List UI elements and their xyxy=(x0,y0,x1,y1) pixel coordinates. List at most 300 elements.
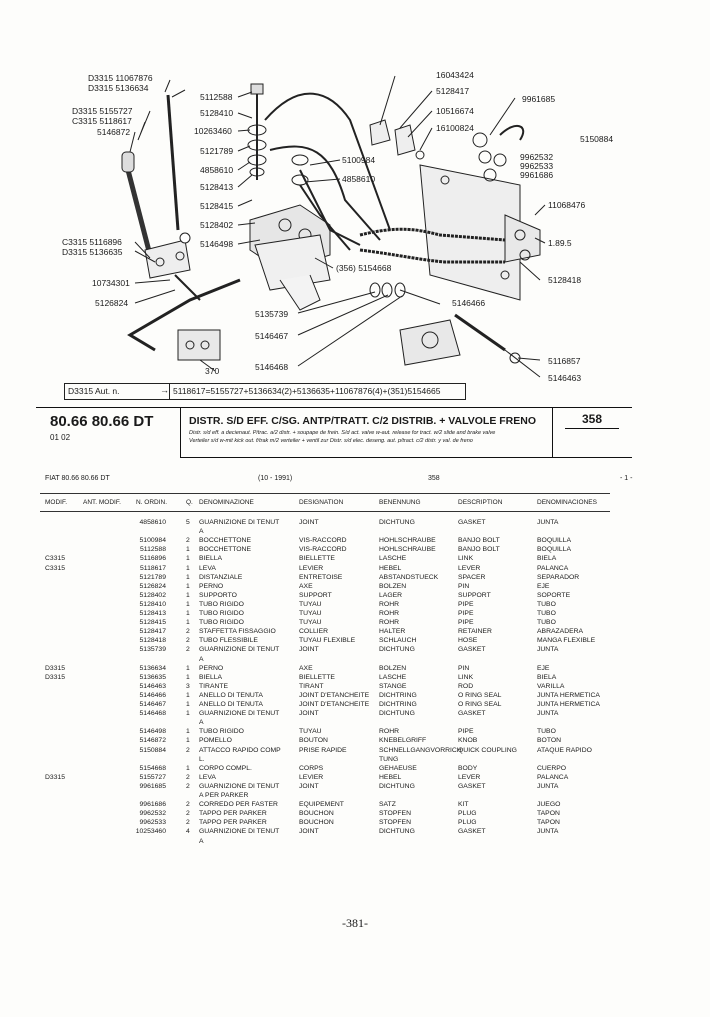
row-it: DISTANZIALE xyxy=(199,573,243,581)
row-en: BODY xyxy=(458,764,478,772)
row-qty: 1 xyxy=(186,619,190,627)
col-header-en: DESCRIPTION xyxy=(458,499,503,506)
row-it: A xyxy=(199,528,204,536)
row-fr: TUYAU FLEXIBLE xyxy=(299,637,356,645)
row-it: A PER PARKER xyxy=(199,792,249,799)
row-qty: 1 xyxy=(186,600,190,608)
row-ordin: 5112588 xyxy=(140,546,166,554)
row-de: DICHTRING xyxy=(379,701,417,708)
section-title: DISTR. S/D EFF. C/SG. ANTP/TRATT. C/2 DISTRIB. + VALVOLE FRENO xyxy=(189,415,537,427)
row-fr: BOUCHON xyxy=(299,819,334,827)
row-qty: 2 xyxy=(186,628,190,636)
row-it: LEVA xyxy=(199,773,216,781)
row-de: LASCHE xyxy=(379,555,407,563)
row-qty: 2 xyxy=(186,801,190,809)
row-fr: CORPS xyxy=(299,764,324,772)
row-de: LAGER xyxy=(379,591,403,599)
callout-label: 5121789 xyxy=(200,146,234,156)
row-it: GUARNIZIONE DI TENUT xyxy=(199,828,280,836)
row-it: ANELLO DI TENUTA xyxy=(199,701,263,708)
row-de: HEBEL xyxy=(379,773,402,781)
row-ordin: 5150884 xyxy=(139,746,166,754)
pin-rod xyxy=(168,95,178,230)
row-de: ROHR xyxy=(379,610,400,617)
callout-label: 5146498 xyxy=(200,239,234,249)
row-fr: BOUCHON xyxy=(299,810,334,818)
callout-label: C3315 5118617 xyxy=(72,116,132,126)
row-es: MANGA FLEXIBLE xyxy=(537,637,596,645)
row-it: TUBO RIGIDO xyxy=(199,610,244,617)
meta-date: (10 - 1991) xyxy=(258,475,293,482)
row-en: KNOB xyxy=(458,737,478,745)
row-ordin: 5118617 xyxy=(140,564,166,572)
quick-coupling xyxy=(505,215,540,262)
row-ordin: 5154668 xyxy=(139,764,166,772)
row-fr: EQUIPEMENT xyxy=(299,801,344,809)
row-qty: 1 xyxy=(186,555,190,563)
row-it: ATTACCO RAPIDO COMP xyxy=(199,746,281,754)
row-qty: 1 xyxy=(186,701,190,708)
row-de: DICHTUNG xyxy=(379,710,415,718)
row-qty: 1 xyxy=(186,610,190,617)
row-es: SOPORTE xyxy=(537,591,571,599)
row-it: A xyxy=(199,719,204,727)
row-fr: COLLIER xyxy=(299,628,329,636)
row-fr: ENTRETOISE xyxy=(299,573,343,581)
col-header-ant-modif: ANT. MODIF. xyxy=(83,499,121,506)
callout-label: 1.89.5 xyxy=(548,238,572,248)
row-en: LEVER xyxy=(458,773,481,781)
col-header-ordin: N. ORDIN. xyxy=(136,499,168,506)
row-qty: 2 xyxy=(186,773,190,781)
tie-rod xyxy=(455,315,505,350)
row-es: ABRAZADERA xyxy=(537,628,584,636)
row-es: VARILLA xyxy=(537,682,565,690)
row-qty: 2 xyxy=(186,819,190,827)
row-ordin: 9962532 xyxy=(139,810,166,818)
row-es: TAPON xyxy=(537,819,560,827)
row-qty: 2 xyxy=(186,746,190,754)
row-es: SEPARADOR xyxy=(537,573,580,581)
row-es: TUBO xyxy=(537,728,556,736)
table-rule xyxy=(40,511,610,512)
row-qty: 1 xyxy=(186,728,190,736)
row-en: KIT xyxy=(458,801,469,809)
callout-label: D3315 5136634 xyxy=(88,83,149,93)
row-it: STAFFETTA FISSAGGIO xyxy=(199,628,276,636)
row-en: PIPE xyxy=(458,600,474,608)
row-qty: 2 xyxy=(186,537,190,545)
row-es: TUBO xyxy=(537,600,556,608)
row-qty: 2 xyxy=(186,637,190,645)
row-fr: JOINT xyxy=(299,710,319,718)
row-qty: 1 xyxy=(186,691,190,699)
row-ordin: 5136635 xyxy=(139,673,166,681)
reference-box xyxy=(64,383,466,400)
callout-label: 5128402 xyxy=(200,220,234,230)
callout-label: 10263460 xyxy=(194,126,232,136)
row-ordin: 5128418 xyxy=(139,637,166,645)
callout-label: 9961686 xyxy=(520,170,554,180)
row-en: LINK xyxy=(458,555,474,563)
callout-label: 5146467 xyxy=(255,331,289,341)
row-de: DICHTRING xyxy=(379,691,417,699)
row-qty: 2 xyxy=(186,782,190,790)
row-fr: AXE xyxy=(299,664,313,672)
row-fr: VIS-RACCORD xyxy=(299,537,347,545)
row-es: CUERPO xyxy=(537,764,567,772)
row-de: SCHNELLGANGVORRICH xyxy=(379,746,462,754)
row-ordin: 4858610 xyxy=(139,519,166,526)
row-de: DICHTUNG xyxy=(379,828,415,836)
callout-label: D3315 5136635 xyxy=(62,247,123,257)
row-fr: JOINT D'ETANCHEITE xyxy=(299,691,370,699)
row-es: EJE xyxy=(537,664,550,672)
callout-label: 4858610 xyxy=(200,165,234,175)
row-de: STOPFEN xyxy=(379,810,411,818)
header-rule xyxy=(180,457,632,458)
row-it: TUBO RIGIDO xyxy=(199,728,244,736)
col-header-de: BENENNUNG xyxy=(379,499,421,506)
row-ordin: 5146468 xyxy=(139,710,166,718)
callout-label: 5126824 xyxy=(95,298,129,308)
row-fr: TUYAU xyxy=(299,610,322,617)
row-es: JUNTA xyxy=(537,828,559,836)
meta-sheet: - 1 - xyxy=(620,475,633,482)
row-de: ROHR xyxy=(379,600,400,608)
row-qty: 1 xyxy=(186,737,190,745)
row-es: JUNTA HERMETICA xyxy=(537,701,600,708)
callout-label: 5128410 xyxy=(200,108,234,118)
lever-rod xyxy=(128,170,150,255)
callout-label: 5150884 xyxy=(580,134,614,144)
row-it: TIRANTE xyxy=(199,682,229,690)
row-es: BOQUILLA xyxy=(537,546,571,554)
row-fr: JOINT xyxy=(299,519,319,526)
row-de: HOHLSCHRAUBE xyxy=(379,546,436,554)
row-en: BANJO BOLT xyxy=(458,537,500,545)
row-de: ROHR xyxy=(379,619,400,627)
row-fr: BIELLETTE xyxy=(299,673,335,681)
row-de: BOLZEN xyxy=(379,664,407,672)
row-fr: VIS-RACCORD xyxy=(299,546,347,554)
row-it: TAPPO PER PARKER xyxy=(199,810,267,818)
col-header-q: Q. xyxy=(186,499,193,506)
row-de: DICHTUNG xyxy=(379,519,415,526)
model-title: 80.66 80.66 DT xyxy=(50,413,154,430)
arrow-right-icon: → xyxy=(160,385,169,395)
row-de: GEHAEUSE xyxy=(379,764,417,772)
row-en: PLUG xyxy=(458,810,477,818)
row-qty: 1 xyxy=(186,591,190,599)
row-ordin: 5146463 xyxy=(139,682,166,690)
row-es: PALANCA xyxy=(537,564,569,572)
col-header-es: DENOMINACIONES xyxy=(537,499,597,506)
row-ordin: 5128402 xyxy=(139,591,166,599)
row-de: ROHR xyxy=(379,728,400,736)
row-en: SUPPORT xyxy=(458,591,491,599)
row-ordin: 9961686 xyxy=(139,801,166,809)
header-rule xyxy=(36,407,632,408)
row-qty: 1 xyxy=(186,664,190,672)
row-de: DICHTUNG xyxy=(379,782,415,790)
row-de: SATZ xyxy=(379,801,396,809)
callout-label: 11068476 xyxy=(548,200,586,210)
row-it: CORREDO PER FASTER xyxy=(199,801,278,809)
callout-label: 4858610 xyxy=(342,174,376,184)
meta-model: FIAT 80.66 80.66 DT xyxy=(45,475,110,482)
callout-label: (356) 5154668 xyxy=(336,263,392,273)
row-it: ANELLO DI TENUTA xyxy=(199,691,263,699)
row-fr: LEVIER xyxy=(299,564,324,572)
row-qty: 1 xyxy=(186,710,190,718)
row-it: TUBO RIGIDO xyxy=(199,600,244,608)
row-it: BIELLA xyxy=(199,555,223,563)
row-ordin: 5146466 xyxy=(139,691,166,699)
row-it: GUARNIZIONE DI TENUT xyxy=(199,710,280,718)
row-de: ABSTANDSTUECK xyxy=(379,573,439,581)
callout-label: 16100824 xyxy=(436,123,474,133)
row-fr: JOINT xyxy=(299,646,319,654)
row-modif: D3315 xyxy=(45,673,66,681)
row-de: DICHTUNG xyxy=(379,646,415,654)
row-qty: 2 xyxy=(186,646,190,654)
row-fr: TUYAU xyxy=(299,619,322,627)
row-en: O RING SEAL xyxy=(458,691,502,699)
row-modif: D3315 xyxy=(45,773,66,781)
row-ordin: 9961685 xyxy=(139,782,166,790)
header-divider xyxy=(180,407,181,457)
reference-formula: 5118617=5155727+5136634(2)+5136635+11067876(4)+(351)5154665 xyxy=(169,384,440,399)
row-en: PIN xyxy=(458,664,470,672)
row-es: JUNTA xyxy=(537,782,559,790)
col-header-fr: DESIGNATION xyxy=(299,499,344,506)
row-es: TAPON xyxy=(537,810,560,818)
row-fr: AXE xyxy=(299,582,313,590)
row-es: JUNTA xyxy=(537,646,559,654)
row-en: PIN xyxy=(458,582,470,590)
row-ordin: 5100984 xyxy=(139,537,166,545)
row-es: ATAQUE RAPIDO xyxy=(537,746,592,754)
row-qty: 1 xyxy=(186,673,190,681)
row-ordin: 5128415 xyxy=(139,619,166,627)
callout-label: 5100984 xyxy=(342,155,376,165)
callout-label: 370 xyxy=(205,366,220,376)
callout-label: 5112588 xyxy=(200,92,233,102)
row-ordin: 5155727 xyxy=(139,773,166,781)
row-de: KNEBELGRIFF xyxy=(379,737,427,745)
col-header-modif: MODIF. xyxy=(45,499,68,506)
row-it: LEVA xyxy=(199,564,216,572)
row-en: PIPE xyxy=(458,728,474,736)
row-en: ROD xyxy=(458,682,474,690)
callout-label: C3315 5116896 xyxy=(62,237,122,247)
row-es: BIELA xyxy=(537,555,557,563)
row-de: TUNG xyxy=(379,755,399,763)
row-ordin: 5126824 xyxy=(139,582,166,590)
row-de: BOLZEN xyxy=(379,582,407,590)
row-ordin: 5146467 xyxy=(139,701,166,708)
row-en: GASKET xyxy=(458,710,486,718)
row-it: PERNO xyxy=(199,664,224,672)
row-en: LINK xyxy=(458,673,474,681)
row-en: PLUG xyxy=(458,819,477,827)
callout-label: 5128415 xyxy=(200,201,234,211)
row-de: LASCHE xyxy=(379,673,407,681)
row-en: SPACER xyxy=(458,573,486,581)
row-ordin: 5146872 xyxy=(139,737,166,745)
row-fr: BIELLETTE xyxy=(299,555,335,563)
row-ordin: 5121789 xyxy=(139,573,166,581)
row-es: JUNTA HERMETICA xyxy=(537,691,600,699)
row-de: STANGE xyxy=(379,682,407,690)
row-qty: 3 xyxy=(186,682,190,690)
row-ordin: 5128413 xyxy=(139,610,166,617)
valve-body-370 xyxy=(178,330,220,360)
section-description: Distr. s/d eff. a decienaut. P/trac. a/2 distr. + soupape de frein. S/d act. valve w-aut. release for tract. w/2 slide and brake valve xyxy=(189,430,496,436)
callout-label: 16043424 xyxy=(436,70,474,80)
row-qty: 1 xyxy=(186,573,190,581)
row-de: HEBEL xyxy=(379,564,402,572)
row-it: GUARNIZIONE DI TENUT xyxy=(199,519,280,526)
callout-label: 5128418 xyxy=(548,275,582,285)
row-es: TUBO xyxy=(537,610,556,617)
row-ordin: 5136634 xyxy=(139,664,166,672)
callout-label: 5128413 xyxy=(200,182,234,192)
row-ordin: 5128410 xyxy=(139,600,166,608)
row-en: O RING SEAL xyxy=(458,701,502,708)
callout-label: D3315 5155727 xyxy=(72,106,133,116)
row-es: TUBO xyxy=(537,619,556,627)
table-rule xyxy=(40,493,610,494)
exploded-diagram xyxy=(0,0,710,400)
row-it: BIELLA xyxy=(199,673,223,681)
row-ordin: 5135739 xyxy=(139,646,166,654)
row-it: TAPPO PER PARKER xyxy=(199,819,267,827)
callout-label: 10734301 xyxy=(92,278,130,288)
section-description: Verteiler s/d w-mit kick out. f/trak m/2 verteiler + ventil zur Distr. s/d elec. deseng. aut. p/tract. c/2 distr. y val. de freno xyxy=(189,438,473,444)
callout-label: D3315 11067876 xyxy=(88,73,153,83)
row-qty: 4 xyxy=(186,828,190,836)
row-en: HOSE xyxy=(458,637,478,645)
row-qty: 1 xyxy=(186,764,190,772)
row-de: STOPFEN xyxy=(379,819,411,827)
col-header-it: DENOMINAZIONE xyxy=(199,499,254,506)
row-en: QUICK COUPLING xyxy=(458,746,517,754)
row-it: A xyxy=(199,655,204,663)
row-it: PERNO xyxy=(199,582,224,590)
callout-label: 9962533 xyxy=(520,161,554,171)
row-it: CORPO COMPL. xyxy=(199,764,252,772)
row-es: BOQUILLA xyxy=(537,537,571,545)
row-fr: SUPPORT xyxy=(299,591,332,599)
row-it: TUBO FLESSIBILE xyxy=(199,637,258,645)
meta-page: 358 xyxy=(428,475,440,482)
row-fr: BOUTON xyxy=(299,737,328,745)
row-it: POMELLO xyxy=(199,737,232,745)
row-it: GUARNIZIONE DI TENUT xyxy=(199,782,280,790)
callout-label: 5128417 xyxy=(436,86,470,96)
row-qty: 1 xyxy=(186,582,190,590)
row-ordin: 5128417 xyxy=(139,628,166,636)
row-qty: 1 xyxy=(186,546,190,554)
row-en: GASKET xyxy=(458,519,486,526)
page-number-rule xyxy=(565,428,619,429)
callout-label: 5116857 xyxy=(548,356,581,366)
row-fr: TUYAU xyxy=(299,600,322,608)
row-en: RETAINER xyxy=(458,628,492,636)
row-ordin: 5116896 xyxy=(140,555,166,563)
reference-label: D3315 Aut. n. xyxy=(68,386,120,396)
row-en: GASKET xyxy=(458,828,486,836)
row-it: SUPPORTO xyxy=(199,591,237,599)
row-it: L. xyxy=(199,755,205,763)
row-fr: JOINT xyxy=(299,828,319,836)
row-ordin: 9962533 xyxy=(139,819,166,827)
row-modif: C3315 xyxy=(45,564,66,572)
row-es: PALANCA xyxy=(537,773,569,781)
row-es: BOTON xyxy=(537,737,562,745)
row-es: JUEGO xyxy=(537,801,561,809)
row-qty: 2 xyxy=(186,810,190,818)
row-ordin: 5146498 xyxy=(139,728,166,736)
row-en: PIPE xyxy=(458,610,474,617)
row-fr: JOINT xyxy=(299,782,319,790)
row-en: PIPE xyxy=(458,619,474,627)
row-ordin: 10253460 xyxy=(135,828,166,836)
row-de: SCHLAUCH xyxy=(379,637,417,645)
row-es: EJE xyxy=(537,582,550,590)
row-qty: 5 xyxy=(186,519,190,526)
row-it: BOCCHETTONE xyxy=(199,537,251,545)
row-fr: LEVIER xyxy=(299,773,324,781)
row-it: BOCCHETTONE xyxy=(199,546,251,554)
row-en: GASKET xyxy=(458,646,486,654)
row-de: HOHLSCHRAUBE xyxy=(379,537,436,545)
row-modif: C3315 xyxy=(45,555,66,563)
row-es: JUNTA xyxy=(537,710,559,718)
callout-label: 10516674 xyxy=(436,106,474,116)
row-fr: TIRANT xyxy=(299,682,324,690)
row-fr: JOINT D'ETANCHEITE xyxy=(299,701,370,708)
row-qty: 1 xyxy=(186,564,190,572)
callout-label: 9961685 xyxy=(522,94,556,104)
row-en: LEVER xyxy=(458,564,481,572)
lever-knob xyxy=(122,152,134,172)
callout-label: 5146466 xyxy=(452,298,486,308)
row-fr: TUYAU xyxy=(299,728,322,736)
callout-label: 9962532 xyxy=(520,152,554,162)
row-es: JUNTA xyxy=(537,519,559,526)
callout-label: 5146468 xyxy=(255,362,289,372)
row-it: A xyxy=(199,837,204,845)
callout-label: 5146463 xyxy=(548,373,582,383)
row-es: BIELA xyxy=(537,673,557,681)
brake-valve-body xyxy=(400,320,460,365)
row-it: GUARNIZIONE DI TENUT xyxy=(199,646,280,654)
footer-page-number: -381- xyxy=(342,916,368,930)
row-fr: PRISE RAPIDE xyxy=(299,746,347,754)
section-page-number: 358 xyxy=(581,412,603,426)
callout-label: 5146872 xyxy=(97,127,131,137)
model-subcode: 01 02 xyxy=(50,433,71,442)
row-modif: D3315 xyxy=(45,664,66,672)
row-it: TUBO RIGIDO xyxy=(199,619,244,627)
row-de: HALTER xyxy=(379,628,406,636)
callout-label: 5135739 xyxy=(255,309,289,319)
row-en: BANJO BOLT xyxy=(458,546,500,554)
row-en: GASKET xyxy=(458,782,486,790)
